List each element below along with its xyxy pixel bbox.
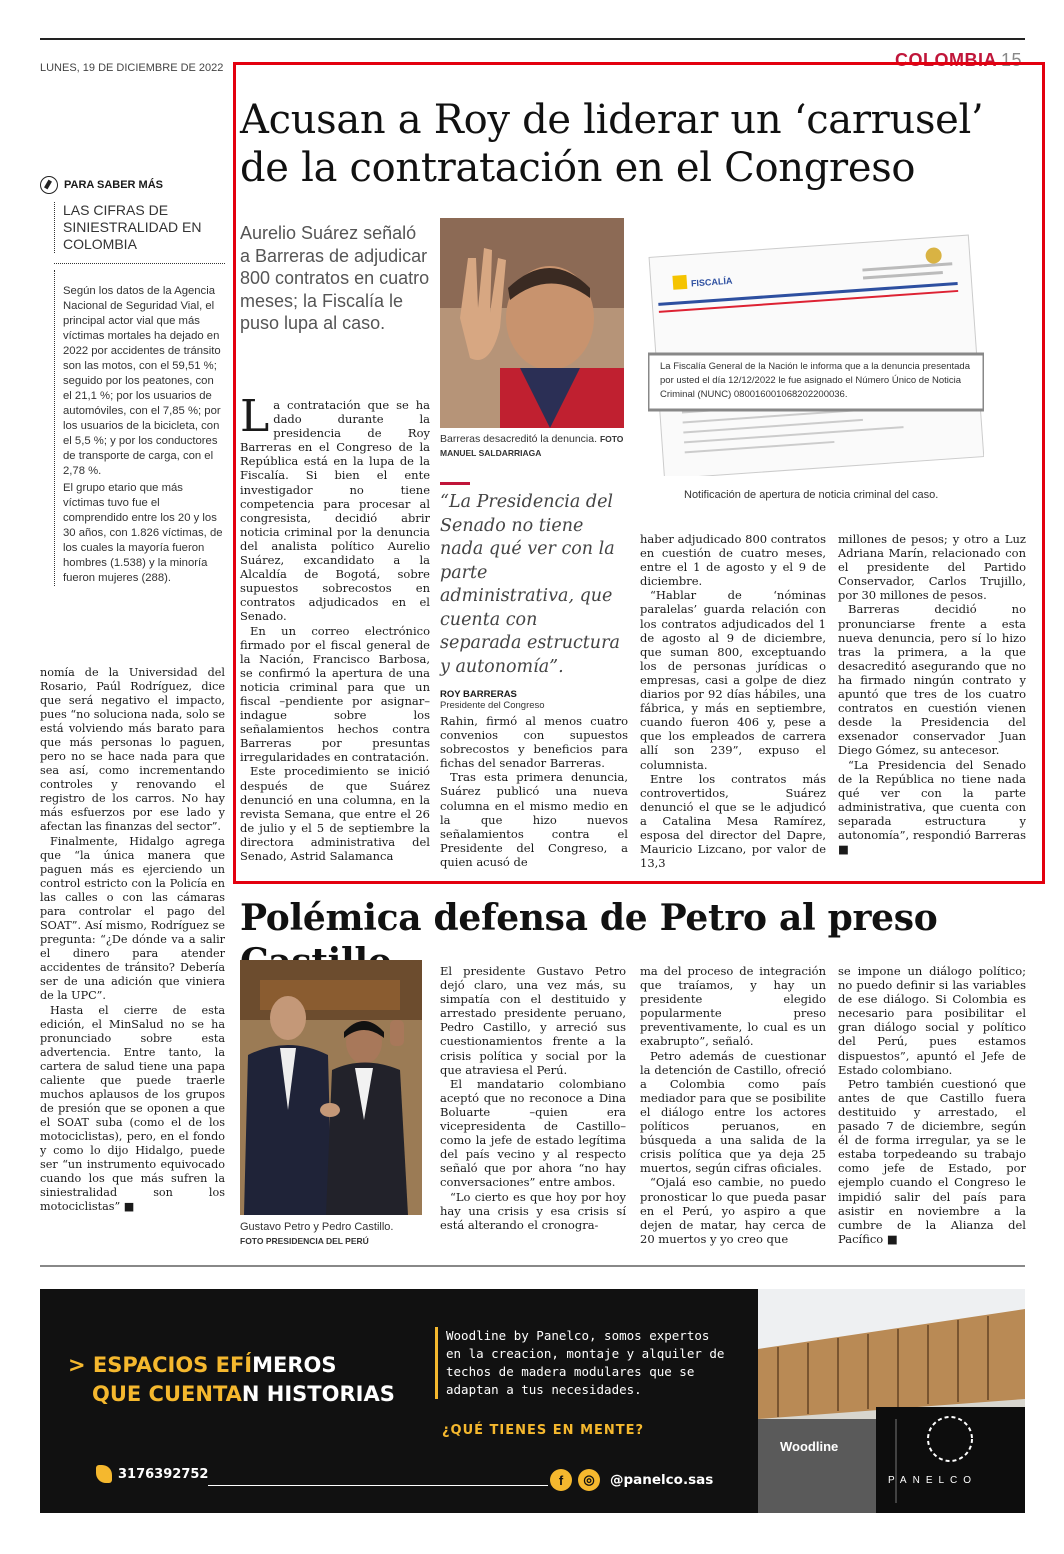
ad-phone[interactable]: 3176392752 bbox=[118, 1467, 209, 1482]
page-number: 15 bbox=[1000, 50, 1022, 70]
roy-barreras-photo bbox=[440, 218, 624, 428]
ad-logo-panelco: PANELCO bbox=[888, 1475, 978, 1486]
article2-col1 bbox=[440, 964, 626, 1232]
paragraph: se impone un diálogo político; no puedo definir si las variables de ese diálogo. Si Colombia es necesario para posibilitar el gran diálogo social y político del Perú, pues estamos dispuestos”, apuntó el Jefe de Estado colombiano. bbox=[838, 964, 1026, 1077]
ad-headline bbox=[68, 1351, 395, 1409]
paragraph: “Hablar de ‘nóminas paralelas’ guarda relación con los contratos adjudicados del 1 de agosto al 9 de diciembre, que suman 800, exceptuando los de personas jurídicas o empresas, casi a golpe de diez diarios por 92 días hábiles, una fábrica, y más en septiembre, cuando fueron 406 y, pese a que los empleados de carrera allí son 239”, expuso el columnista. bbox=[640, 588, 826, 772]
paragraph: haber adjudicado 800 contratos en cuestión de cuatro meses, entre el 1 de agosto y el 9 de diciembre. bbox=[640, 532, 826, 589]
fiscalia-logo: FISCALÍA bbox=[690, 275, 733, 289]
paragraph-text: a contratación que se ha dado durante la presidencia de Roy Barreras en el Congreso de la República está en la lupa de la Fiscalía. Si bien el ente investigador no tiene competencia para procesar al congresista, decidió abrir noticia criminal por la denuncia del analista político Aurelio Suárez, excandidato a la Alcaldía de Bogotá, sobre supuestos sobrecostos en contratos adjudicados en el Senado. bbox=[240, 398, 430, 624]
para-saber-mas-box bbox=[40, 176, 225, 588]
photo-caption bbox=[440, 432, 626, 460]
paragraph: nomía de la Universidad del Rosario, Paúl Rodríguez, dice que será negativo el impacto, pues “no soluciona nada, solo se está volviendo más barato para que más personas lo paguen, pero no se hace nada para que sea así, como incrementando controles y renovando el registro de los carros. No hay más esfuerzos por ese lado y afectan las finanzas del sector”. bbox=[40, 666, 225, 833]
ad-body: Woodline by Panelco, somos expertos en la creacion, montaje y alquiler de techos de madera modulares que se adaptan a tus necesidades. bbox=[435, 1327, 727, 1399]
panelco-advertisement bbox=[40, 1289, 1025, 1513]
sidebar-title: LAS CIFRAS DE SINIESTRALIDAD EN COLOMBIA bbox=[54, 202, 225, 253]
caption-text: Gustavo Petro y Pedro Castillo. bbox=[240, 1221, 394, 1233]
article2-col2 bbox=[640, 964, 826, 1246]
paragraph: El mandatario colombiano aceptó que no reconoce a Dina Boluarte –quien era vicepresidenta de Castillo– como la jefe de estado legítima del país vecino y al respecto señaló que por ahora “no hay conversaciones” entre ambos. bbox=[440, 1076, 626, 1190]
petro-castillo-photo bbox=[240, 960, 422, 1215]
sidebar-paragraph: Según los datos de la Agencia Nacional de Seguridad Vial, el principal actor vial que más víctimas mortales ha dejado en 2022 por accidentes de tránsito son las motos, con el 59,51 %; seguido por los peatones, con el 21,1 %; por los usuarios de automóviles, con el 7,85 %; por los usuarios de la bicicleta, con el 5,5 %; y por los conductores de transporte de carga, con el 2,78 %. bbox=[63, 285, 221, 477]
paragraph: Finalmente, Hidalgo agrega que “la única manera que paguen más es ejerciendo un control estricto con la Policía en las calles o con las cámaras para controlar el pago del SOAT”. Así mismo, Rodríguez se pregunta: “¿De dónde va a salir el dinero para atender accidentes de tránsito? Debería ser de una adición que viniera de la UPC”. bbox=[40, 835, 225, 1002]
pointer-icon bbox=[40, 176, 58, 194]
left-column-text bbox=[40, 666, 225, 1215]
article1-headline: Acusan a Roy de liderar un ‘carrusel’ de la contratación en el Congreso bbox=[240, 97, 984, 191]
paragraph: ma del proceso de integración que traíamos, y hay un presidente elegido popularmente preso preventivamente, lo cual es un exabrupto”, señaló. bbox=[640, 964, 826, 1049]
sidebar-kicker bbox=[40, 176, 225, 194]
facebook-icon[interactable]: f bbox=[550, 1469, 572, 1491]
paragraph: Rahin, firmó al menos cuatro convenios con supuestos sobrecostos y beneficios para fichas del senador Barreras. bbox=[440, 714, 628, 771]
ad-question: ¿QUÉ TIENES EN MENTE? bbox=[442, 1423, 645, 1438]
ad-handle[interactable]: @panelco.sas bbox=[610, 1472, 714, 1488]
paragraph: Petro también cuestionó que antes de que Castillo fuera destituido y arrestado, el pasado 7 de diciembre, según él de forma irregular, ya se le estaba torpedeando su trabajo como jefe de Estado, por ejemplo cuando el Congreso le impidió salir del país para asistir en noviembre a la cumbre de la Alianza del Pacífico ■ bbox=[838, 1076, 1026, 1246]
paragraph: millones de pesos; y otro a Luz Adriana Marín, relacionado con el presidente del Partido Conservador, Carlos Trujillo, por 30 millones de pesos. bbox=[838, 532, 1026, 603]
paragraph: Entre los contratos más controvertidos, Suárez denunció el que se le adjudicó a Catalina Mesa Ramírez, esposa del director del Dapre, Mauricio Lizcano, por valor de 13,3 bbox=[640, 771, 826, 871]
paragraph: “Ojalá eso cambie, no puedo pronosticar lo que pueda pasar en el Perú, yo aspiro a que dejen de matar, hay cerca de 20 muertos y yo creo que bbox=[640, 1175, 826, 1246]
ad-headline-line1 bbox=[68, 1351, 395, 1380]
caption-text: Barreras desacreditó la denuncia. bbox=[440, 433, 598, 445]
article1-col3 bbox=[640, 532, 826, 870]
quote-author: ROY BARRERAS bbox=[440, 689, 517, 700]
article1-col4 bbox=[838, 532, 1026, 856]
ad-social bbox=[550, 1469, 713, 1491]
document-caption: Notificación de apertura de noticia criminal del caso. bbox=[684, 489, 939, 501]
paragraph: Barreras decidió no pronunciarse frente a esta nueva denuncia, pero sí lo hizo tras la primera, a la que desacreditó asegurando que no ha firmado ningún contrato y apuntó que tres de los cuatro contratos en cuestión vienen desde la Presidencia del exsenador conservador Juan Diego Gómez, su antecesor. bbox=[838, 602, 1026, 758]
article2-headline: Polémica defensa de Petro al preso bbox=[240, 897, 938, 939]
paragraph: Este procedimiento se inició después de que Suárez denunció en una columna, en la revista Semana, que entre el 26 de julio y el 5 de septiembre la directora administrativa del Senado, Astrid Salamanca bbox=[240, 764, 430, 863]
ad-brand-woodline: Woodline bbox=[780, 1439, 839, 1454]
ad-headline-part: N HISTORIAS bbox=[241, 1382, 395, 1406]
pull-quote bbox=[440, 482, 620, 711]
sidebar-divider bbox=[54, 263, 225, 264]
quote-accent bbox=[440, 482, 470, 485]
photo-credit: FOTO MANUEL SALDARRIAGA bbox=[440, 434, 624, 458]
dateline: LUNES, 19 DE DICIEMBRE DE 2022 bbox=[40, 62, 224, 74]
ad-headline-line2 bbox=[68, 1380, 395, 1409]
ad-headline-part: MEROS bbox=[252, 1353, 337, 1377]
section-name: COLOMBIA bbox=[894, 50, 997, 70]
sidebar-body bbox=[54, 270, 225, 586]
article2-col3 bbox=[838, 964, 1026, 1246]
article1-deck: Aurelio Suárez señaló a Barreras de adjudicar 800 contratos en cuatro meses; la Fiscalía le puso lupa al caso. bbox=[240, 223, 430, 333]
ad-headline-part: QUE CUENTA bbox=[92, 1382, 242, 1406]
bottom-rule bbox=[40, 1265, 1025, 1267]
quote-author-role: Presidente del Congreso bbox=[440, 700, 545, 711]
document-notice-text: La Fiscalía General de la Nación le informa que a la denuncia presentada por usted el día 12/12/2022 le fue asignado el Número Único de Noticia Criminal (NUNC) 080016001068202200036. bbox=[660, 361, 970, 400]
paragraph: En un correo electrónico firmado por el fiscal general de la Nación, Francisco Barbosa, se confirmó la apertura de una noticia criminal para que un fiscal –pendiente por asignar– indague sobre los señalamientos hechos contra Barreras por presuntas irregularidades en contratación. bbox=[240, 623, 430, 765]
article1-col1 bbox=[240, 391, 430, 863]
photo-caption bbox=[240, 1220, 430, 1248]
paragraph bbox=[240, 391, 430, 624]
paragraph: Petro además de cuestionar la detención de Castillo, ofreció a Colombia como país mediador para que se posibilite el diálogo entre los actores políticos peruanos, en búsqueda a una salida de la crisis política que ya deja 25 muertos, según cifras oficiales. bbox=[640, 1048, 826, 1176]
article1-col2 bbox=[440, 714, 628, 869]
instagram-icon[interactable]: ◎ bbox=[578, 1469, 600, 1491]
paragraph: El presidente Gustavo Petro dejó claro, una vez más, su simpatía con el destituido y arrestado presidente peruano, Pedro Castillo, y arreció sus cuestionamientos frente a la crisis política y social por la que atraviesa el Perú. bbox=[440, 964, 626, 1077]
paragraph: “La Presidencia del Senado de la República no tiene nada qué ver con la parte administrativa, que cuenta con separada estructura y autonomía”, respondió Barreras ■ bbox=[838, 757, 1026, 857]
photo-credit: FOTO PRESIDENCIA DEL PERÚ bbox=[240, 1236, 369, 1246]
paragraph: Tras esta primera denuncia, Suárez publicó una nueva columna en el mismo medio en la que hizo nuevos señalamientos contra el Presidente del Congreso, a quien acusó de bbox=[440, 770, 628, 869]
ad-headline-part: > ESPACIOS EFÍ bbox=[68, 1353, 253, 1377]
sidebar-kicker-label: PARA SABER MÁS bbox=[64, 179, 164, 191]
paragraph: Hasta el cierre de esta edición, el MinSalud no se ha pronunciado sobre esta advertencia. Entre tanto, la cartera de salud tiene una papa caliente que puede traerle muchos aplausos de los grupos de presión que se oponen a que el SOAT suba (como el de los motociclistas), pero, en el fondo y como lo dijo Hidalgo, puede ser “un instrumento equivocado cuando los que más sufren la siniestralidad son los motociclistas” ■ bbox=[40, 1004, 225, 1213]
paragraph: “Lo cierto es que hoy por hoy hay una crisis y esa crisis sí está alterando el cronogra- bbox=[440, 1189, 626, 1232]
ad-divider-line bbox=[208, 1485, 548, 1486]
sidebar-paragraph: El grupo etario que más víctimas tuvo fue el comprendido entre los 20 y los 30 años, con 1.826 víctimas, de los cuales la mayoría fueron hombres (1.538) y la minoría fueron mujeres (288). bbox=[63, 482, 223, 584]
quote-text: “La Presidencia del Senado no tiene nada qué ver con la parte administrativa, que cuenta con separada estructura y autonomía”. bbox=[440, 492, 620, 677]
fiscalia-document-image bbox=[648, 226, 984, 476]
drop-cap: L bbox=[240, 391, 270, 442]
top-rule bbox=[40, 38, 1025, 40]
